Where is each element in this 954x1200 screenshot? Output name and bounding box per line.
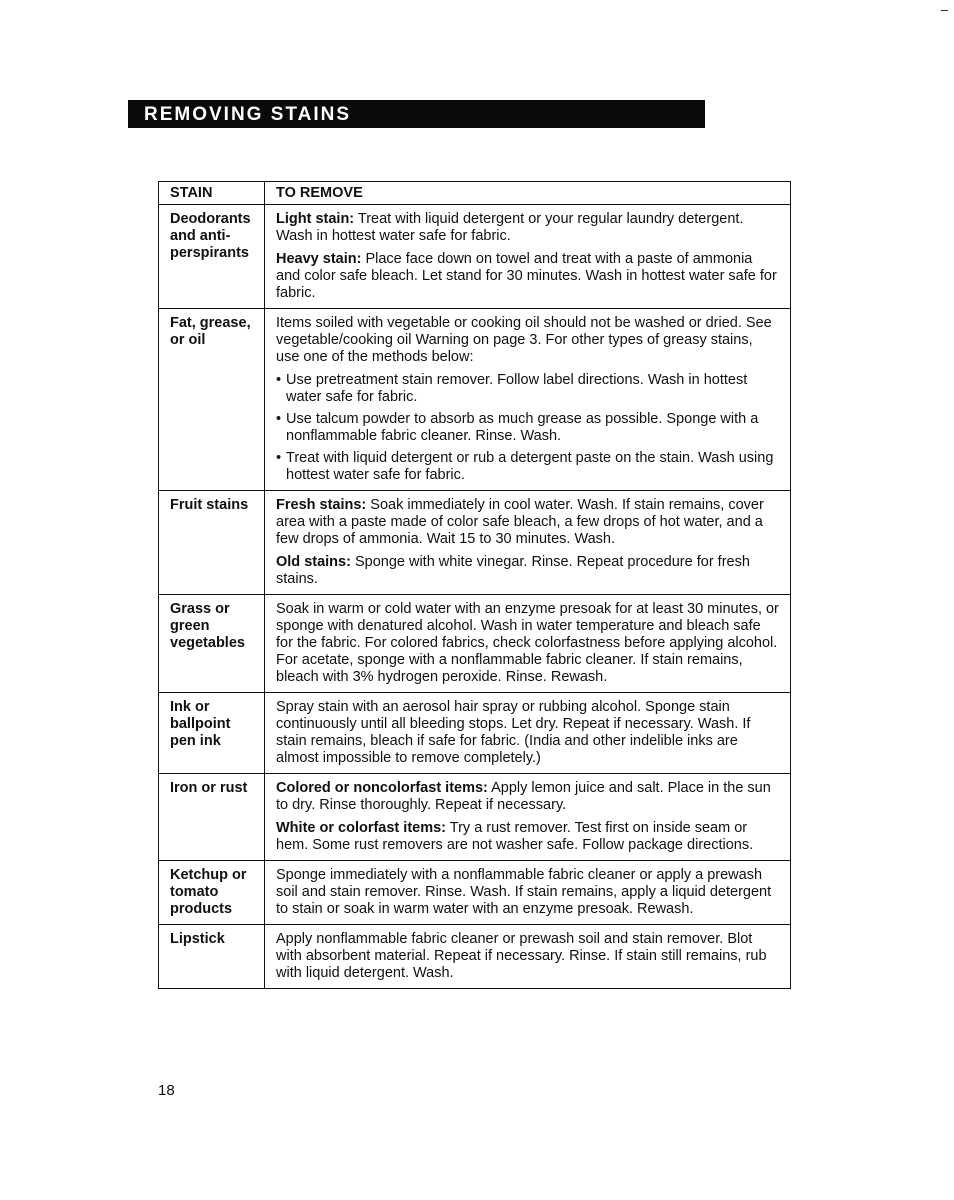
instruction-label: Fresh stains: <box>276 497 367 513</box>
removal-instructions <box>265 205 791 309</box>
instruction-paragraph <box>276 251 780 302</box>
stain-name: Fruit stains <box>159 491 265 595</box>
removal-instructions: Sponge immediately with a nonflammable fabric cleaner or apply a prewash soil and stain remover. Rinse. Wash. If stain remains, apply a liquid detergent to stain or soak in warm water with an enzyme presoak. Rewash. <box>265 861 791 925</box>
stain-name: Grass or green vegetables <box>159 595 265 693</box>
stain-name: Ink or ballpoint pen ink <box>159 693 265 774</box>
removal-instructions <box>265 309 791 491</box>
method-list <box>276 372 780 484</box>
table-row <box>159 491 791 595</box>
removal-instructions: Apply nonflammable fabric cleaner or prewash soil and stain remover. Blot with absorbent material. Repeat if necessary. Rinse. If stain still remains, rub with liquid detergent. Wash. <box>265 925 791 989</box>
instruction-text: Place face down on towel and treat with a paste of ammonia and color safe bleach. Let stand for 30 minutes. Wash in hottest water safe for fabric. <box>276 251 777 301</box>
instruction-paragraph <box>276 497 780 548</box>
stain-table <box>158 181 791 989</box>
stain-name: Deodorants and anti-perspirants <box>159 205 265 309</box>
removal-instructions: Soak in warm or cold water with an enzyme presoak for at least 30 minutes, or sponge with denatured alcohol. Wash in water temperature and bleach safe for the fabric. For colored fabrics, check colorfastness before applying alcohol. For acetate, sponge with a nonflammable fabric cleaner. If stain remains, bleach with 3% hydrogen peroxide. Rinse. Rewash. <box>265 595 791 693</box>
stain-name: Ketchup or tomato products <box>159 861 265 925</box>
table-row <box>159 925 791 989</box>
section-title: REMOVING STAINS <box>144 104 351 125</box>
instruction-label: White or colorfast items: <box>276 820 446 836</box>
section-banner <box>128 100 705 128</box>
removal-instructions <box>265 774 791 861</box>
instruction-paragraph <box>276 820 780 854</box>
instruction-label: Heavy stain: <box>276 251 362 267</box>
table-header-row <box>159 182 791 205</box>
instruction-text: Sponge with white vinegar. Rinse. Repeat procedure for fresh stains. <box>276 554 750 587</box>
table-row <box>159 693 791 774</box>
removal-instructions: Spray stain with an aerosol hair spray or rubbing alcohol. Sponge stain continuously until all bleeding stops. Let dry. Repeat if necessary. Wash. If stain remains, bleach if safe for fabric. (India and other indelible inks are almost impossible to remove completely.) <box>265 693 791 774</box>
table-row <box>159 861 791 925</box>
instruction-text: Soak immediately in cool water. Wash. If stain remains, cover area with a paste made of color safe bleach, a few drops of hot water, and a few drops of ammonia. Wait 15 to 30 minutes. Wash. <box>276 497 764 547</box>
table-row <box>159 595 791 693</box>
list-item: • Use pretreatment stain remover. Follow label directions. Wash in hottest water safe for fabric. <box>276 372 780 406</box>
corner-mark: – <box>940 2 948 17</box>
instruction-label: Colored or noncolorfast items: <box>276 780 488 796</box>
table-row <box>159 205 791 309</box>
list-item: • Use talcum powder to absorb as much grease as possible. Sponge with a nonflammable fabric cleaner. Rinse. Wash. <box>276 411 780 445</box>
stain-name: Fat, grease, or oil <box>159 309 265 491</box>
instruction-paragraph <box>276 780 780 814</box>
list-item: • Treat with liquid detergent or rub a detergent paste on the stain. Wash using hottest water safe for fabric. <box>276 450 780 484</box>
instruction-label: Light stain: <box>276 211 355 227</box>
removal-instructions <box>265 491 791 595</box>
header-stain: STAIN <box>159 182 265 205</box>
stain-name: Iron or rust <box>159 774 265 861</box>
stain-name: Lipstick <box>159 925 265 989</box>
instruction-label: Old stains: <box>276 554 351 570</box>
page-number: 18 <box>158 1082 175 1099</box>
instruction-text: Treat with liquid detergent or your regular laundry detergent. Wash in hottest water safe for fabric. <box>276 211 744 244</box>
table-row <box>159 774 791 861</box>
instruction-text: Try a rust remover. Test first on inside seam or hem. Some rust removers are not washer safe. Follow package directions. <box>276 820 754 853</box>
table-row <box>159 309 791 491</box>
instruction-paragraph <box>276 554 780 588</box>
instruction-text: Apply lemon juice and salt. Place in the sun to dry. Rinse thoroughly. Repeat if necessary. <box>276 780 771 813</box>
instruction-paragraph <box>276 211 780 245</box>
instruction-intro: Items soiled with vegetable or cooking oil should not be washed or dried. See vegetable/cooking oil Warning on page 3. For other types of greasy stains, use one of the methods below: <box>276 315 772 365</box>
header-to-remove: TO REMOVE <box>265 182 791 205</box>
